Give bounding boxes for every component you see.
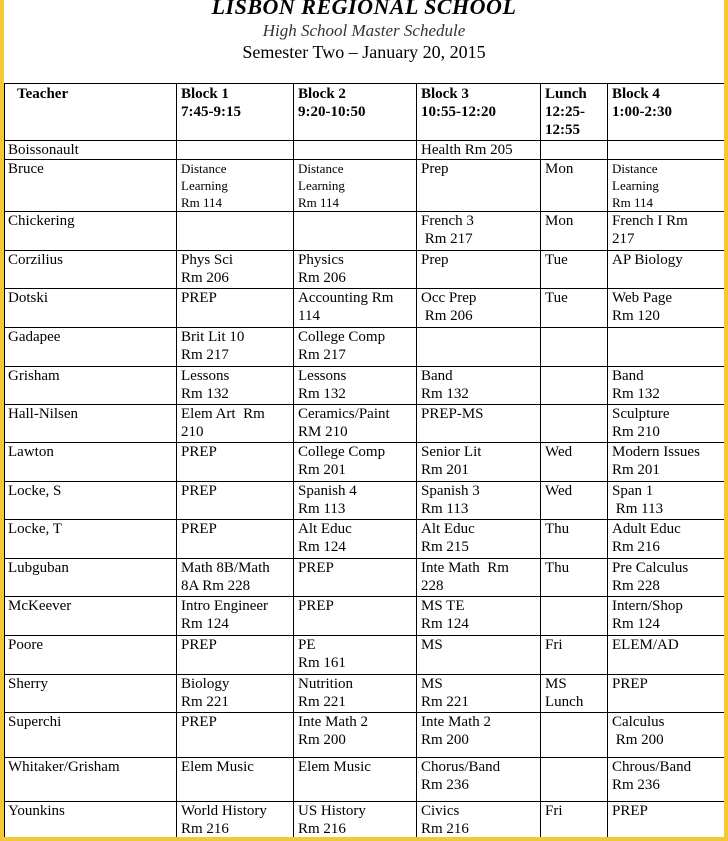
column-header-block-2 xyxy=(294,84,417,141)
cell-line: Rm 114 xyxy=(612,195,654,210)
column-header-line: Block 3 xyxy=(421,86,469,102)
table-row xyxy=(5,482,725,520)
schedule-cell-lunch xyxy=(541,802,608,838)
cell-line: Civics xyxy=(421,803,460,819)
cell-line: Alt Educ xyxy=(421,521,475,537)
cell-line: US History xyxy=(298,803,366,819)
schedule-cell-block-2 xyxy=(294,160,417,212)
schedule-page xyxy=(4,0,724,837)
cell-line: Rm 201 xyxy=(612,462,660,478)
cell-line: Web Page xyxy=(612,290,673,306)
cell-line: Biology xyxy=(181,676,230,692)
cell-line: MS xyxy=(421,637,443,653)
schedule-cell-block-1 xyxy=(177,367,294,405)
schedule-cell-block-2 xyxy=(294,367,417,405)
cell-line: Lunch xyxy=(545,694,584,710)
schedule-cell-block-4 xyxy=(608,289,725,328)
cell-line: PREP-MS xyxy=(421,406,484,422)
cell-line: Elem Music xyxy=(181,759,254,775)
schedule-cell-lunch xyxy=(541,559,608,597)
cell-line: Rm 215 xyxy=(421,539,469,555)
schedule-cell-block-4 xyxy=(608,212,725,251)
cell-line: PREP xyxy=(612,676,648,692)
schedule-cell-lunch xyxy=(541,367,608,405)
schedule-cell-block-1 xyxy=(177,802,294,838)
cell-line: Math 8B/Math xyxy=(181,560,270,576)
teacher-name: Bruce xyxy=(5,160,177,212)
cell-line: Rm 200 xyxy=(421,732,469,748)
cell-line: PREP xyxy=(181,290,217,306)
teacher-name: Hall-Nilsen xyxy=(5,405,177,443)
schedule-cell-block-3 xyxy=(417,328,541,367)
column-header-line: 12:55 xyxy=(545,122,580,138)
table-row xyxy=(5,405,725,443)
schedule-cell-block-2 xyxy=(294,520,417,559)
schedule-cell-block-2 xyxy=(294,328,417,367)
teacher-name: Locke, S xyxy=(5,482,177,520)
cell-line: Rm 210 xyxy=(612,424,660,440)
cell-line: Rm 236 xyxy=(421,777,469,793)
schedule-cell-block-4 xyxy=(608,636,725,675)
cell-line: Physics xyxy=(298,252,344,268)
cell-line: Mon xyxy=(545,213,574,229)
cell-line: Rm 124 xyxy=(612,616,660,632)
schedule-cell-block-1 xyxy=(177,212,294,251)
cell-line: Intern/Shop xyxy=(612,598,683,614)
cell-line: MS TE xyxy=(421,598,465,614)
cell-line: Rm 216 xyxy=(612,539,660,555)
cell-line: AP Biology xyxy=(612,252,683,268)
cell-line: Spanish 3 xyxy=(421,483,480,499)
cell-line: Rm 132 xyxy=(421,386,469,402)
schedule-cell-block-3 xyxy=(417,443,541,482)
schedule-cell-block-1 xyxy=(177,289,294,328)
cell-line: Rm 228 xyxy=(612,578,660,594)
cell-line: World History xyxy=(181,803,267,819)
table-row xyxy=(5,160,725,212)
semester-date: Semester Two – January 20, 2015 xyxy=(242,42,486,62)
schedule-cell-block-2 xyxy=(294,802,417,838)
schedule-cell-lunch xyxy=(541,482,608,520)
schedule-cell-block-1 xyxy=(177,328,294,367)
cell-line: 210 xyxy=(181,424,204,440)
schedule-cell-block-1 xyxy=(177,443,294,482)
schedule-cell-lunch xyxy=(541,443,608,482)
cell-line: Wed xyxy=(545,444,573,460)
schedule-cell-block-4 xyxy=(608,758,725,802)
schedule-cell-block-3 xyxy=(417,141,541,160)
table-row xyxy=(5,443,725,482)
column-header-line: Lunch xyxy=(545,86,587,102)
cell-line: Rm 124 xyxy=(181,616,229,632)
schedule-cell-block-3 xyxy=(417,520,541,559)
schedule-cell-block-1 xyxy=(177,597,294,636)
schedule-cell-block-3 xyxy=(417,675,541,713)
schedule-cell-block-2 xyxy=(294,675,417,713)
cell-line: Alt Educ xyxy=(298,521,352,537)
column-header-line: 9:20-10:50 xyxy=(298,104,366,120)
master-schedule-table xyxy=(4,83,724,837)
table-row xyxy=(5,713,725,758)
cell-line: Rm 132 xyxy=(181,386,229,402)
schedule-cell-block-2 xyxy=(294,713,417,758)
cell-line: Chrous/Band xyxy=(612,759,692,775)
schedule-cell-block-4 xyxy=(608,443,725,482)
schedule-cell-block-4 xyxy=(608,802,725,838)
schedule-cell-block-2 xyxy=(294,405,417,443)
cell-line: PREP xyxy=(181,444,217,460)
teacher-name: Grisham xyxy=(5,367,177,405)
schedule-cell-block-4 xyxy=(608,328,725,367)
cell-line: Fri xyxy=(545,637,563,653)
schedule-cell-block-4 xyxy=(608,559,725,597)
schedule-cell-lunch xyxy=(541,289,608,328)
schedule-cell-block-4 xyxy=(608,713,725,758)
cell-line: Rm 124 xyxy=(421,616,469,632)
table-row xyxy=(5,675,725,713)
cell-line: Mon xyxy=(545,161,574,177)
schedule-cell-block-3 xyxy=(417,289,541,328)
cell-line: MS xyxy=(545,676,567,692)
cell-line: Rm 113 xyxy=(298,501,346,517)
cell-line: Rm 216 xyxy=(181,821,229,837)
cell-line: Senior Lit xyxy=(421,444,482,460)
teacher-name: Chickering xyxy=(5,212,177,251)
cell-line: Distance xyxy=(181,161,227,176)
cell-line: Modern Issues xyxy=(612,444,700,460)
cell-line: Calculus xyxy=(612,714,665,730)
schedule-cell-block-3 xyxy=(417,636,541,675)
cell-line: MS xyxy=(421,676,443,692)
cell-line: Rm 114 xyxy=(298,195,340,210)
cell-line: Phys Sci xyxy=(181,252,234,268)
cell-line: Rm 114 xyxy=(181,195,223,210)
cell-line: RM 210 xyxy=(298,424,348,440)
schedule-cell-block-2 xyxy=(294,597,417,636)
cell-line: Nutrition xyxy=(298,676,353,692)
cell-line: Lessons xyxy=(298,368,347,384)
cell-line: Rm 113 xyxy=(612,501,664,517)
table-row xyxy=(5,141,725,160)
schedule-cell-block-3 xyxy=(417,251,541,289)
teacher-name: Lubguban xyxy=(5,559,177,597)
teacher-name: Poore xyxy=(5,636,177,675)
schedule-cell-lunch xyxy=(541,713,608,758)
cell-line: Thu xyxy=(545,521,570,537)
table-row xyxy=(5,559,725,597)
column-header-line: 12:25- xyxy=(545,104,585,120)
teacher-name: Gadapee xyxy=(5,328,177,367)
schedule-cell-block-1 xyxy=(177,675,294,713)
cell-line: Tue xyxy=(545,252,568,268)
schedule-cell-block-2 xyxy=(294,251,417,289)
schedule-cell-block-3 xyxy=(417,758,541,802)
cell-line: Inte Math 2 xyxy=(298,714,368,730)
schedule-cell-block-4 xyxy=(608,367,725,405)
table-row xyxy=(5,520,725,559)
schedule-cell-lunch xyxy=(541,141,608,160)
schedule-cell-lunch xyxy=(541,160,608,212)
table-row xyxy=(5,212,725,251)
cell-line: Thu xyxy=(545,560,570,576)
cell-line: Rm 217 xyxy=(298,347,346,363)
cell-line: Rm 113 xyxy=(421,501,469,517)
schedule-cell-lunch xyxy=(541,520,608,559)
schedule-cell-lunch xyxy=(541,212,608,251)
cell-line: Rm 161 xyxy=(298,655,346,671)
schedule-cell-block-4 xyxy=(608,520,725,559)
schedule-cell-block-3 xyxy=(417,802,541,838)
cell-line: Rm 124 xyxy=(298,539,346,555)
cell-line: Rm 120 xyxy=(612,308,660,324)
column-header-line: Block 2 xyxy=(298,86,346,102)
cell-line: Brit Lit 10 xyxy=(181,329,245,345)
cell-line: Prep xyxy=(421,252,449,268)
cell-line: Distance xyxy=(298,161,344,176)
teacher-name: Corzilius xyxy=(5,251,177,289)
column-header-line: Teacher xyxy=(17,86,69,102)
schedule-cell-block-1 xyxy=(177,636,294,675)
schedule-cell-block-1 xyxy=(177,482,294,520)
cell-line: Learning xyxy=(181,178,228,193)
cell-line: PREP xyxy=(298,598,334,614)
column-header-block-3 xyxy=(417,84,541,141)
cell-line: College Comp xyxy=(298,444,386,460)
schedule-cell-block-4 xyxy=(608,482,725,520)
cell-line: Pre Calculus xyxy=(612,560,689,576)
column-header-block-1 xyxy=(177,84,294,141)
cell-line: French I Rm xyxy=(612,213,688,229)
column-header-line: 1:00-2:30 xyxy=(612,104,672,120)
schedule-cell-block-3 xyxy=(417,597,541,636)
teacher-name: Locke, T xyxy=(5,520,177,559)
schedule-cell-lunch xyxy=(541,636,608,675)
schedule-cell-block-3 xyxy=(417,713,541,758)
schedule-cell-lunch xyxy=(541,328,608,367)
column-header-line: Block 1 xyxy=(181,86,229,102)
schedule-subtitle: High School Master Schedule xyxy=(262,21,466,40)
cell-line: Rm 132 xyxy=(612,386,660,402)
cell-line: Span 1 xyxy=(612,483,654,499)
column-header-block-4 xyxy=(608,84,725,141)
column-header-lunch xyxy=(541,84,608,141)
table-header-row xyxy=(5,84,725,141)
schedule-cell-block-1 xyxy=(177,160,294,212)
schedule-cell-block-2 xyxy=(294,212,417,251)
cell-line: PREP xyxy=(181,637,217,653)
cell-line: PE xyxy=(298,637,316,653)
schedule-cell-lunch xyxy=(541,758,608,802)
schedule-cell-lunch xyxy=(541,251,608,289)
cell-line: Inte Math Rm xyxy=(421,560,509,576)
table-row xyxy=(5,636,725,675)
cell-line: Rm 236 xyxy=(612,777,660,793)
schedule-cell-block-3 xyxy=(417,482,541,520)
cell-line: Health Rm 205 xyxy=(421,142,513,158)
cell-line: Rm 201 xyxy=(298,462,346,478)
cell-line: French 3 xyxy=(421,213,474,229)
cell-line: Rm 200 xyxy=(298,732,346,748)
schedule-cell-block-1 xyxy=(177,713,294,758)
cell-line: Learning xyxy=(612,178,659,193)
teacher-name: Lawton xyxy=(5,443,177,482)
cell-line: Rm 206 xyxy=(298,270,346,286)
cell-line: Inte Math 2 xyxy=(421,714,491,730)
cell-line: ELEM/AD xyxy=(612,637,679,653)
cell-line: Band xyxy=(421,368,453,384)
cell-line: Prep xyxy=(421,161,449,177)
cell-line: 8A Rm 228 xyxy=(181,578,251,594)
cell-line: 217 xyxy=(612,231,635,247)
cell-line: Intro Engineer xyxy=(181,598,269,614)
schedule-cell-block-3 xyxy=(417,559,541,597)
table-row xyxy=(5,367,725,405)
schedule-cell-block-4 xyxy=(608,675,725,713)
teacher-name: Younkins xyxy=(5,802,177,838)
teacher-name: Dotski xyxy=(5,289,177,328)
schedule-cell-block-3 xyxy=(417,212,541,251)
table-row xyxy=(5,328,725,367)
cell-line: Rm 221 xyxy=(298,694,346,710)
schedule-cell-block-1 xyxy=(177,141,294,160)
schedule-cell-block-1 xyxy=(177,251,294,289)
teacher-name: Whitaker/Grisham xyxy=(5,758,177,802)
table-row xyxy=(5,802,725,838)
teacher-name: Boissonault xyxy=(5,141,177,160)
teacher-name: Superchi xyxy=(5,713,177,758)
cell-line: Rm 217 xyxy=(421,231,473,247)
schedule-cell-block-1 xyxy=(177,520,294,559)
cell-line: Chorus/Band xyxy=(421,759,501,775)
cell-line: Ceramics/Paint xyxy=(298,406,390,422)
cell-line: 228 xyxy=(421,578,444,594)
schedule-cell-block-2 xyxy=(294,636,417,675)
table-body xyxy=(5,141,725,838)
schedule-cell-block-4 xyxy=(608,141,725,160)
schedule-cell-block-4 xyxy=(608,405,725,443)
schedule-cell-block-1 xyxy=(177,559,294,597)
cell-line: Rm 217 xyxy=(181,347,229,363)
cell-line: Accounting Rm xyxy=(298,290,394,306)
column-header-line: 10:55-12:20 xyxy=(421,104,496,120)
cell-line: Wed xyxy=(545,483,573,499)
schedule-cell-block-4 xyxy=(608,251,725,289)
cell-line: Rm 216 xyxy=(421,821,469,837)
cell-line: Elem Art Rm xyxy=(181,406,265,422)
cell-line: Rm 132 xyxy=(298,386,346,402)
cell-line: Sculpture xyxy=(612,406,670,422)
schedule-cell-lunch xyxy=(541,405,608,443)
cell-line: Spanish 4 xyxy=(298,483,357,499)
cell-line: Lessons xyxy=(181,368,230,384)
cell-line: Rm 221 xyxy=(421,694,469,710)
cell-line: 114 xyxy=(298,308,320,324)
schedule-cell-lunch xyxy=(541,597,608,636)
table-row xyxy=(5,597,725,636)
cell-line: PREP xyxy=(612,803,648,819)
teacher-name: Sherry xyxy=(5,675,177,713)
cell-line: Learning xyxy=(298,178,345,193)
table-row xyxy=(5,251,725,289)
cell-line: Rm 201 xyxy=(421,462,469,478)
cell-line: Adult Educ xyxy=(612,521,681,537)
cell-line: PREP xyxy=(298,560,334,576)
cell-line: Occ Prep xyxy=(421,290,477,306)
schedule-cell-block-2 xyxy=(294,559,417,597)
cell-line: College Comp xyxy=(298,329,386,345)
school-name: LISBON REGIONAL SCHOOL xyxy=(211,0,517,19)
cell-line: Distance xyxy=(612,161,658,176)
schedule-cell-block-3 xyxy=(417,367,541,405)
cell-line: Fri xyxy=(545,803,563,819)
column-header-line: Block 4 xyxy=(612,86,660,102)
schedule-cell-block-3 xyxy=(417,160,541,212)
schedule-cell-block-4 xyxy=(608,160,725,212)
cell-line: PREP xyxy=(181,714,217,730)
schedule-cell-block-2 xyxy=(294,289,417,328)
column-header-teacher xyxy=(5,84,177,141)
schedule-cell-lunch xyxy=(541,675,608,713)
teacher-name: McKeever xyxy=(5,597,177,636)
cell-line: PREP xyxy=(181,521,217,537)
schedule-cell-block-4 xyxy=(608,597,725,636)
schedule-cell-block-1 xyxy=(177,405,294,443)
schedule-cell-block-3 xyxy=(417,405,541,443)
cell-line: Rm 206 xyxy=(421,308,473,324)
cell-line: Rm 200 xyxy=(612,732,664,748)
schedule-cell-block-2 xyxy=(294,443,417,482)
column-header-line: 7:45-9:15 xyxy=(181,104,241,120)
schedule-cell-block-2 xyxy=(294,482,417,520)
schedule-cell-block-2 xyxy=(294,758,417,802)
table-row xyxy=(5,289,725,328)
cell-line: PREP xyxy=(181,483,217,499)
cell-line: Rm 216 xyxy=(298,821,346,837)
cell-line: Rm 221 xyxy=(181,694,229,710)
table-row xyxy=(5,758,725,802)
schedule-cell-block-2 xyxy=(294,141,417,160)
cell-line: Elem Music xyxy=(298,759,371,775)
schedule-cell-block-1 xyxy=(177,758,294,802)
cell-line: Band xyxy=(612,368,644,384)
cell-line: Tue xyxy=(545,290,568,306)
cell-line: Rm 206 xyxy=(181,270,229,286)
